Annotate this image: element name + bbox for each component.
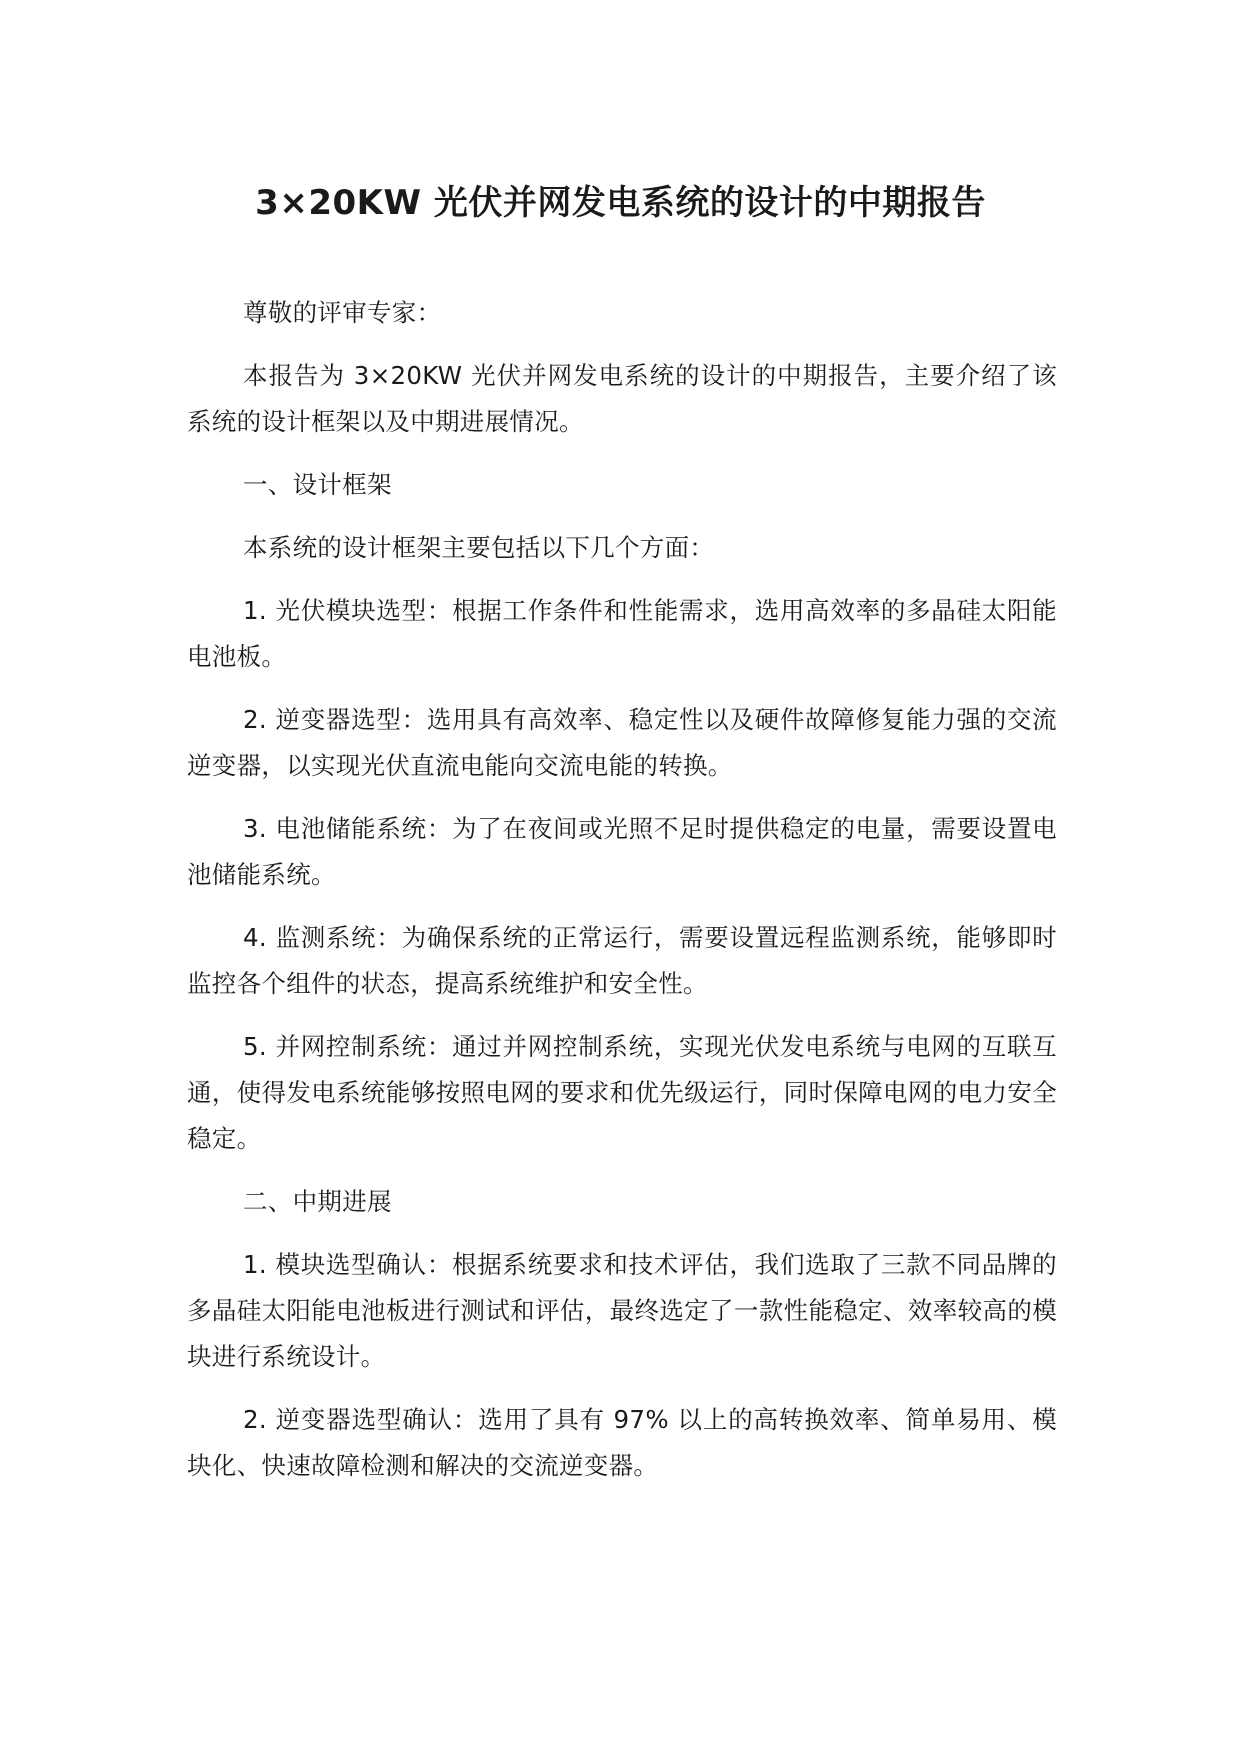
framework-item-1: 1. 光伏模块选型：根据工作条件和性能需求，选用高效率的多晶硅太阳能电池板。 bbox=[187, 596, 1057, 671]
document-title: 3×20KW 光伏并网发电系统的设计的中期报告 bbox=[255, 183, 986, 223]
framework-item-4: 4. 监测系统：为确保系统的正常运行，需要设置远程监测系统，能够即时监控各个组件的状态，提高系统维护和安全性。 bbox=[187, 923, 1057, 998]
progress-item-2: 2. 逆变器选型确认：选用了具有 97% 以上的高转换效率、简单易用、模块化、快速故障检测和解决的交流逆变器。 bbox=[187, 1405, 1057, 1480]
salutation: 尊敬的评审专家： bbox=[243, 298, 442, 327]
framework-intro: 本系统的设计框架主要包括以下几个方面： bbox=[243, 533, 715, 562]
progress-item-1: 1. 模块选型确认：根据系统要求和技术评估，我们选取了三款不同品牌的多晶硅太阳能电池板进行测试和评估，最终选定了一款性能稳定、效率较高的模块进行系统设计。 bbox=[187, 1250, 1057, 1371]
framework-item-2: 2. 逆变器选型：选用具有高效率、稳定性以及硬件故障修复能力强的交流逆变器，以实现光伏直流电能向交流电能的转换。 bbox=[187, 705, 1057, 780]
intro-paragraph: 本报告为 3×20KW 光伏并网发电系统的设计的中期报告，主要介绍了该系统的设计框架以及中期进展情况。 bbox=[187, 361, 1057, 436]
section-heading-midterm-progress: 二、中期进展 bbox=[243, 1187, 392, 1216]
section-heading-design-framework: 一、设计框架 bbox=[243, 470, 392, 499]
framework-item-5: 5. 并网控制系统：通过并网控制系统，实现光伏发电系统与电网的互联互通，使得发电系统能够按照电网的要求和优先级运行，同时保障电网的电力安全稳定。 bbox=[187, 1032, 1057, 1153]
framework-item-3: 3. 电池储能系统：为了在夜间或光照不足时提供稳定的电量，需要设置电池储能系统。 bbox=[187, 814, 1057, 889]
document-body bbox=[187, 290, 1057, 1506]
